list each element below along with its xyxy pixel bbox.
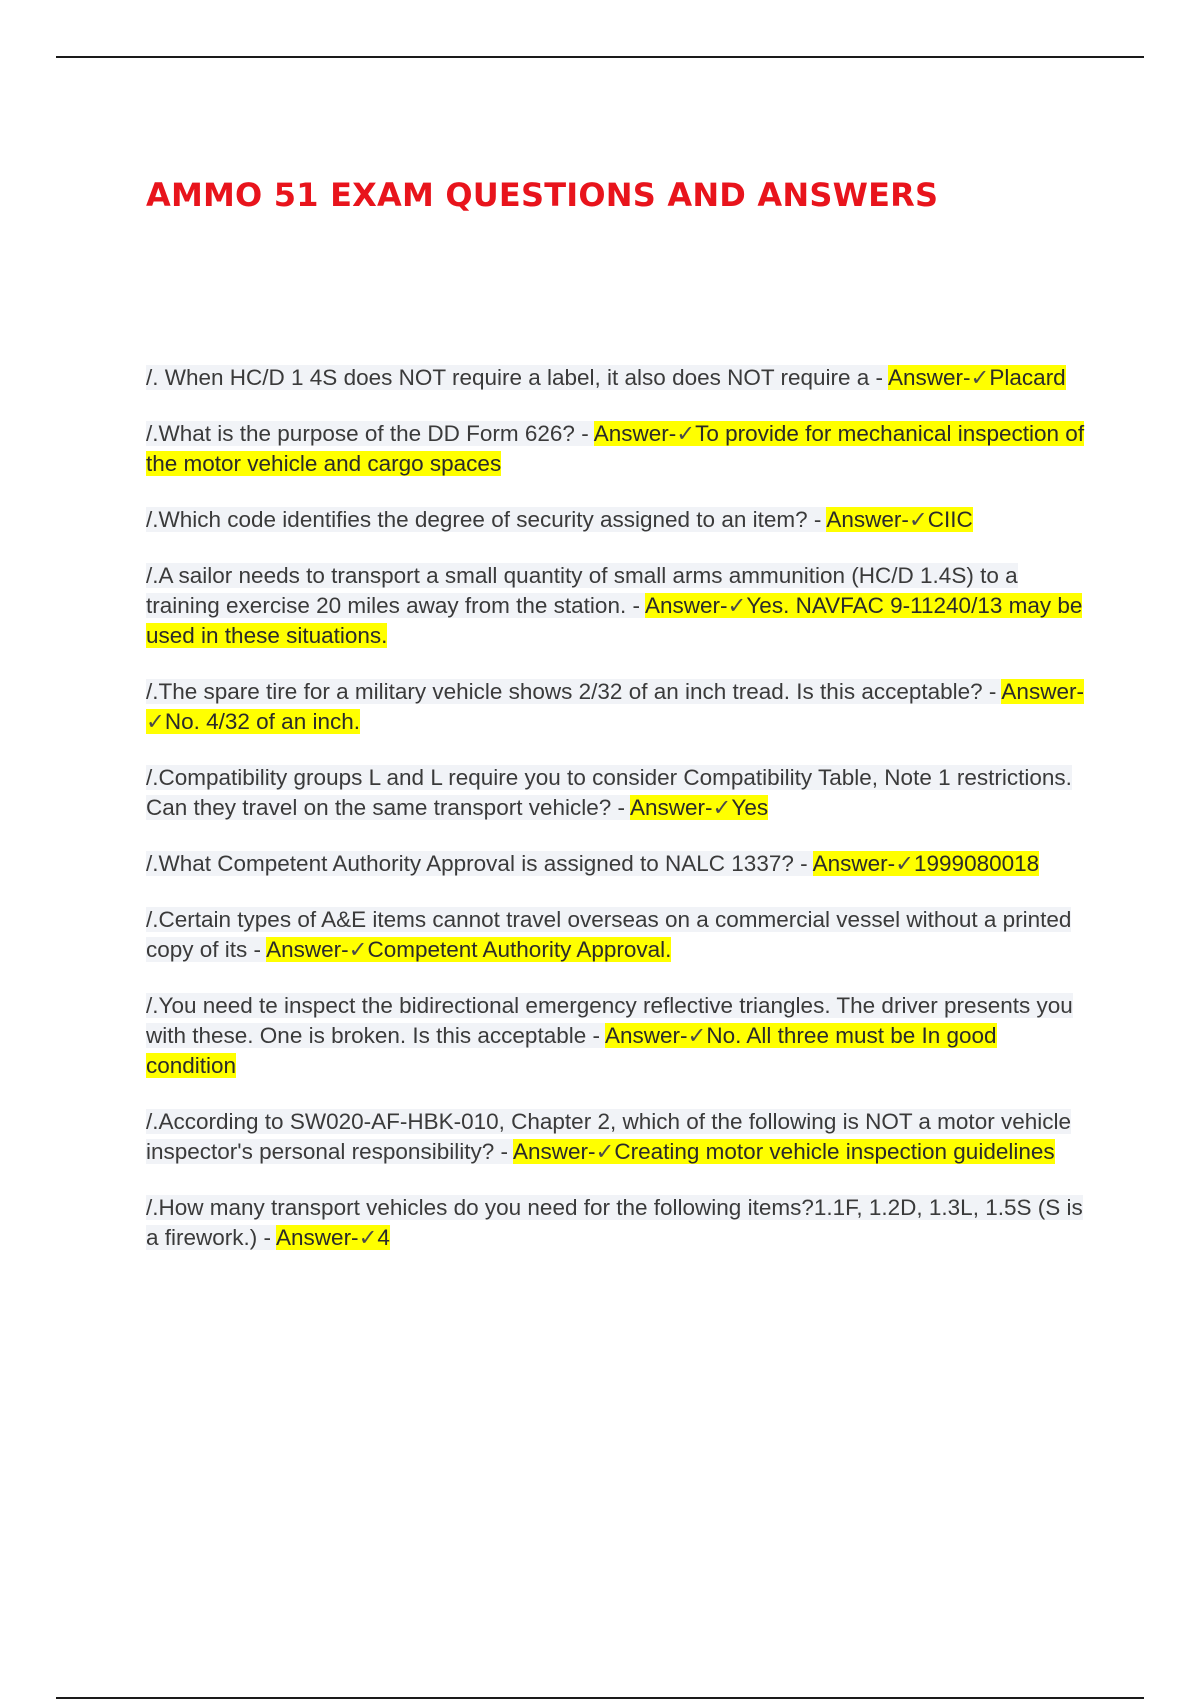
answer-highlight (630, 795, 768, 820)
check-icon: ✓ (712, 795, 732, 820)
answer-prefix: Answer- (630, 795, 713, 820)
answer-highlight (813, 851, 1040, 876)
answer-text: No. 4/32 of an inch. (164, 709, 360, 734)
answer-prefix: Answer- (644, 593, 728, 618)
answer-text: Creating motor vehicle inspection guidelines (614, 1139, 1055, 1164)
bottom-rule (56, 1697, 1144, 1699)
answer-highlight (266, 937, 671, 962)
qa-list (146, 363, 1086, 1279)
check-icon: ✓ (595, 1139, 615, 1164)
answer-highlight (276, 1225, 390, 1250)
answer-text: Yes. NAVFAC 9-11240/13 may be used in these situations. (146, 593, 1083, 648)
answer-text: No. All three must be In good condition (146, 1023, 997, 1078)
answer-highlight (888, 365, 1066, 390)
check-icon: ✓ (676, 421, 696, 446)
question-text: /.The spare tire for a military vehicle shows 2/32 of an inch tread. Is this acceptable? - (146, 679, 1002, 704)
question-text: /.What Competent Authority Approval is assigned to NALC 1337? - (146, 851, 813, 876)
question-text: /. When HC/D 1 4S does NOT require a label, it also does NOT require a - (146, 365, 889, 390)
check-icon: ✓ (358, 1225, 378, 1250)
answer-prefix: Answer- (826, 507, 909, 532)
top-rule (56, 56, 1144, 58)
check-icon: ✓ (348, 937, 368, 962)
answer-text: 1999080018 (914, 851, 1040, 876)
qa-item (146, 1193, 1086, 1253)
answer-prefix: Answer- (512, 1139, 596, 1164)
qa-item (146, 1107, 1086, 1167)
question-text: /.You need te inspect the bidirectional emergency reflective triangles. The driver presents you with these. One is broken. Is this acceptable - (146, 993, 1073, 1048)
qa-item (146, 991, 1086, 1081)
question-text: /.A sailor needs to transport a small quantity of small arms ammunition (HC/D 1.4S) to a training exercise 20 miles away from the station. - (146, 563, 1018, 618)
answer-text: Yes (731, 795, 769, 820)
answer-highlight (826, 507, 972, 532)
question-text: /.What is the purpose of the DD Form 626? - (146, 421, 594, 446)
answer-prefix: Answer- (593, 421, 677, 446)
document-title: AMMO 51 EXAM QUESTIONS AND ANSWERS (146, 176, 939, 214)
check-icon: ✓ (970, 365, 990, 390)
check-icon: ✓ (146, 709, 165, 734)
answer-text: CIIC (927, 507, 973, 532)
qa-item (146, 419, 1086, 479)
answer-prefix: Answer- (888, 365, 971, 390)
answer-prefix: Answer- (1001, 679, 1084, 704)
answer-prefix: Answer- (276, 1225, 359, 1250)
qa-item (146, 363, 1086, 393)
qa-item (146, 763, 1086, 823)
answer-text: Placard (989, 365, 1066, 390)
question-text: /.Which code identifies the degree of security assigned to an item? - (146, 507, 827, 532)
check-icon: ✓ (687, 1023, 707, 1048)
answer-text: To provide for mechanical inspection of the motor vehicle and cargo spaces (146, 421, 1085, 476)
question-text: /.Certain types of A&E items cannot travel overseas on a commercial vessel without a printed copy of its - (146, 907, 1072, 962)
check-icon: ✓ (895, 851, 915, 876)
answer-prefix: Answer- (266, 937, 349, 962)
check-icon: ✓ (727, 593, 747, 618)
answer-prefix: Answer- (812, 851, 896, 876)
answer-text: Competent Authority Approval. (367, 937, 672, 962)
question-text: /.Compatibility groups L and L require you to consider Compatibility Table, Note 1 restrictions. Can they travel on the same transport vehicle? - (146, 765, 1072, 820)
answer-prefix: Answer- (605, 1023, 688, 1048)
qa-item (146, 677, 1086, 737)
qa-item (146, 905, 1086, 965)
qa-item (146, 561, 1086, 651)
qa-item (146, 505, 1086, 535)
qa-item (146, 849, 1086, 879)
question-text: /.How many transport vehicles do you need for the following items?1.1F, 1.2D, 1.3L, 1.5S (S is a firework.) - (146, 1195, 1083, 1250)
answer-text: 4 (377, 1225, 390, 1250)
check-icon: ✓ (908, 507, 928, 532)
answer-highlight (513, 1139, 1055, 1164)
question-text: /.According to SW020-AF-HBK-010, Chapter 2, which of the following is NOT a motor vehicle inspector's personal responsibility? - (146, 1109, 1071, 1164)
